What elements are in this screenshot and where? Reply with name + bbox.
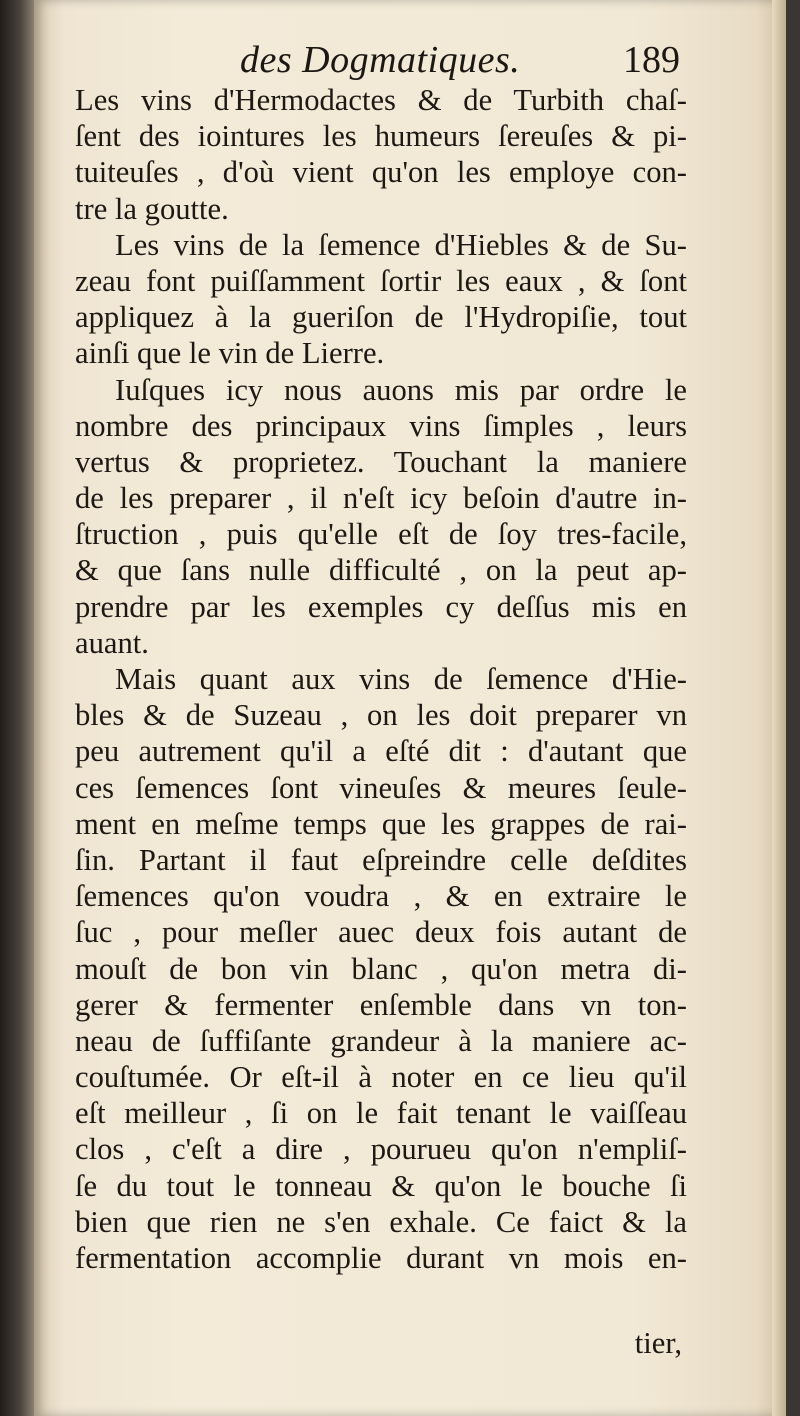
text-line: peu autrement qu'il a eſté dit : d'autant que: [75, 734, 687, 769]
text-line: nombre des principaux vins ſimples , leurs: [75, 408, 687, 443]
text-line: eſt meilleur , ſi on le fait tenant le vaiſſeau: [75, 1096, 687, 1131]
text-line: bien que rien ne s'en exhale. Ce faict & la: [75, 1204, 687, 1239]
text-line: appliquez à la gueriſon de l'Hydropiſie, tout: [75, 300, 687, 335]
text-line: neau de ſuffiſante grandeur à la maniere ac-: [75, 1023, 687, 1058]
text-line: Iuſques icy nous auons mis par ordre le: [115, 372, 687, 407]
catchword: tier,: [634, 1326, 682, 1360]
text-line: tuiteuſes , d'où vient qu'on les employe con-: [75, 155, 687, 190]
text-line: tre la goutte.: [75, 191, 229, 226]
running-title: des Dogmatiques.: [240, 39, 521, 81]
text-line: clos , c'eſt a dire , pourueu qu'on n'empliſ-: [75, 1132, 687, 1167]
page-header: [240, 38, 680, 88]
body-text: [75, 82, 687, 1276]
text-line: auant.: [75, 625, 149, 660]
text-line: ces ſemences ſont vineuſes & meures ſeule-: [75, 770, 687, 805]
text-line: Les vins d'Hermodactes & de Turbith chaſ-: [75, 83, 687, 117]
text-line: ment en meſme temps que les grappes de rai-: [75, 806, 687, 841]
text-line: ſent des iointures les humeurs ſereuſes & pi-: [75, 119, 687, 154]
text-line: fermentation accomplie durant vn mois en-: [75, 1241, 687, 1275]
text-line: ſuc , pour meſler auec deux fois autant de: [75, 915, 687, 950]
text-line: gerer & fermenter enſemble dans vn ton-: [75, 987, 687, 1022]
text-line: ſin. Partant il faut eſpreindre celle deſdites: [75, 842, 687, 877]
text-line: vertus & proprietez. Touchant la maniere: [75, 444, 687, 479]
text-line: ainſi que le vin de Lierre.: [75, 336, 385, 371]
page-edge: [772, 0, 786, 1416]
text-line: couſtumée. Or eſt-il à noter en ce lieu qu'il: [75, 1060, 687, 1095]
text-line: Les vins de la ſemence d'Hiebles & de Su-: [115, 227, 687, 262]
text-line: ſemences qu'on voudra , & en extraire le: [75, 879, 687, 914]
text-line: de les preparer , il n'eſt icy beſoin d'autre in-: [75, 481, 687, 516]
text-line: Mais quant aux vins de ſemence d'Hie-: [115, 662, 687, 696]
text-line: ſtruction , puis qu'elle eſt de ſoy tres-facile,: [75, 517, 687, 552]
text-line: zeau font puiſſamment ſortir les eaux , & ſont: [75, 263, 687, 298]
text-line: bles & de Suzeau , on les doit preparer vn: [75, 698, 687, 733]
binding-gutter: [0, 0, 34, 1416]
text-line: mouſt de bon vin blanc , qu'on metra di-: [75, 951, 687, 986]
text-line: & que ſans nulle difficulté , on la peut ap-: [75, 553, 687, 588]
text-line: prendre par les exemples cy deſſus mis en: [75, 589, 687, 624]
page-number: 189: [623, 39, 680, 81]
text-line: ſe du tout le tonneau & qu'on le bouche ſi: [75, 1168, 687, 1203]
